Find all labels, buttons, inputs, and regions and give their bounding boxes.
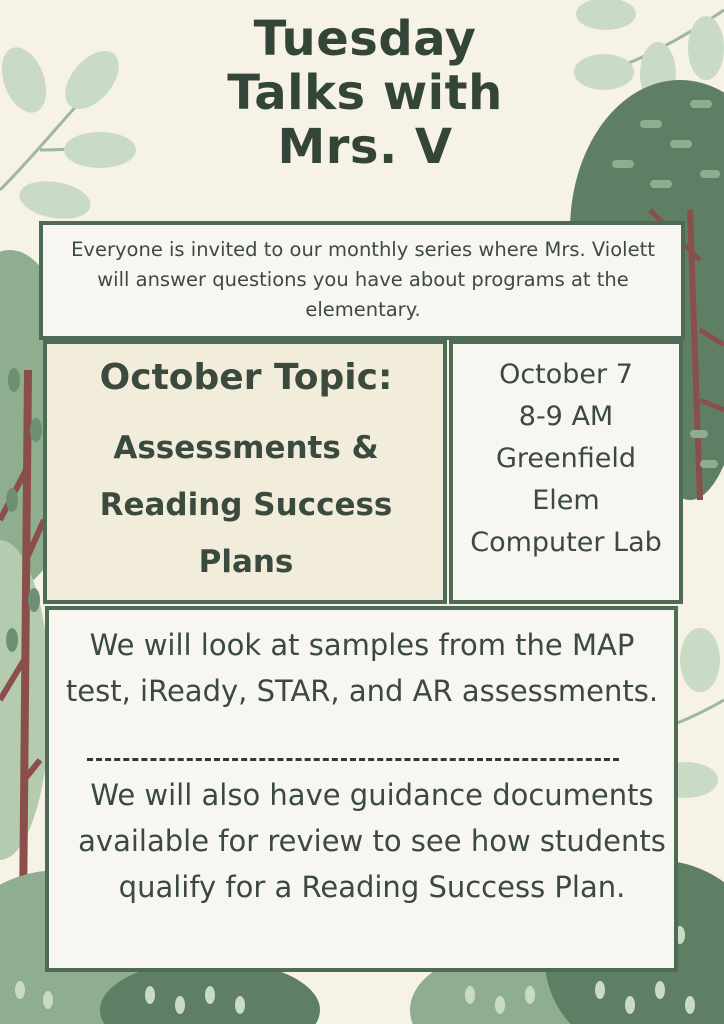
topic-title	[47, 420, 445, 591]
top-left-branch-illustration	[0, 41, 136, 224]
details-box	[45, 606, 678, 972]
topic-box	[43, 340, 447, 604]
details-paragraph-2: We will also have guidance documents available for review to see how students qualify for a Reading Success Plan.	[78, 778, 666, 904]
topic-line: Assessments &	[113, 430, 379, 466]
dashed-divider	[87, 758, 619, 761]
event-info-box	[449, 340, 683, 604]
event-location-line: Elem	[532, 485, 600, 516]
topic-line: Reading Success	[99, 487, 393, 523]
details-paragraph-1: We will look at samples from the MAP test, iReady, STAR, and AR assessments.	[65, 628, 659, 708]
title-line: Tuesday	[253, 11, 477, 67]
title-line: Talks with	[227, 65, 503, 121]
intro-text: Everyone is invited to our monthly series where Mrs. Violett will answer questions you have about programs at the elementary.	[71, 238, 655, 321]
title-line: Mrs. V	[277, 119, 453, 175]
event-date: October 7	[499, 359, 633, 390]
event-room: Computer Lab	[470, 527, 662, 558]
topic-line: Plans	[198, 544, 294, 580]
event-info	[453, 354, 679, 564]
topic-heading: October Topic:	[99, 357, 393, 398]
poster-title	[150, 12, 580, 174]
intro-box	[39, 221, 685, 340]
event-time: 8-9 AM	[518, 401, 614, 432]
event-location-line: Greenfield	[495, 443, 637, 474]
